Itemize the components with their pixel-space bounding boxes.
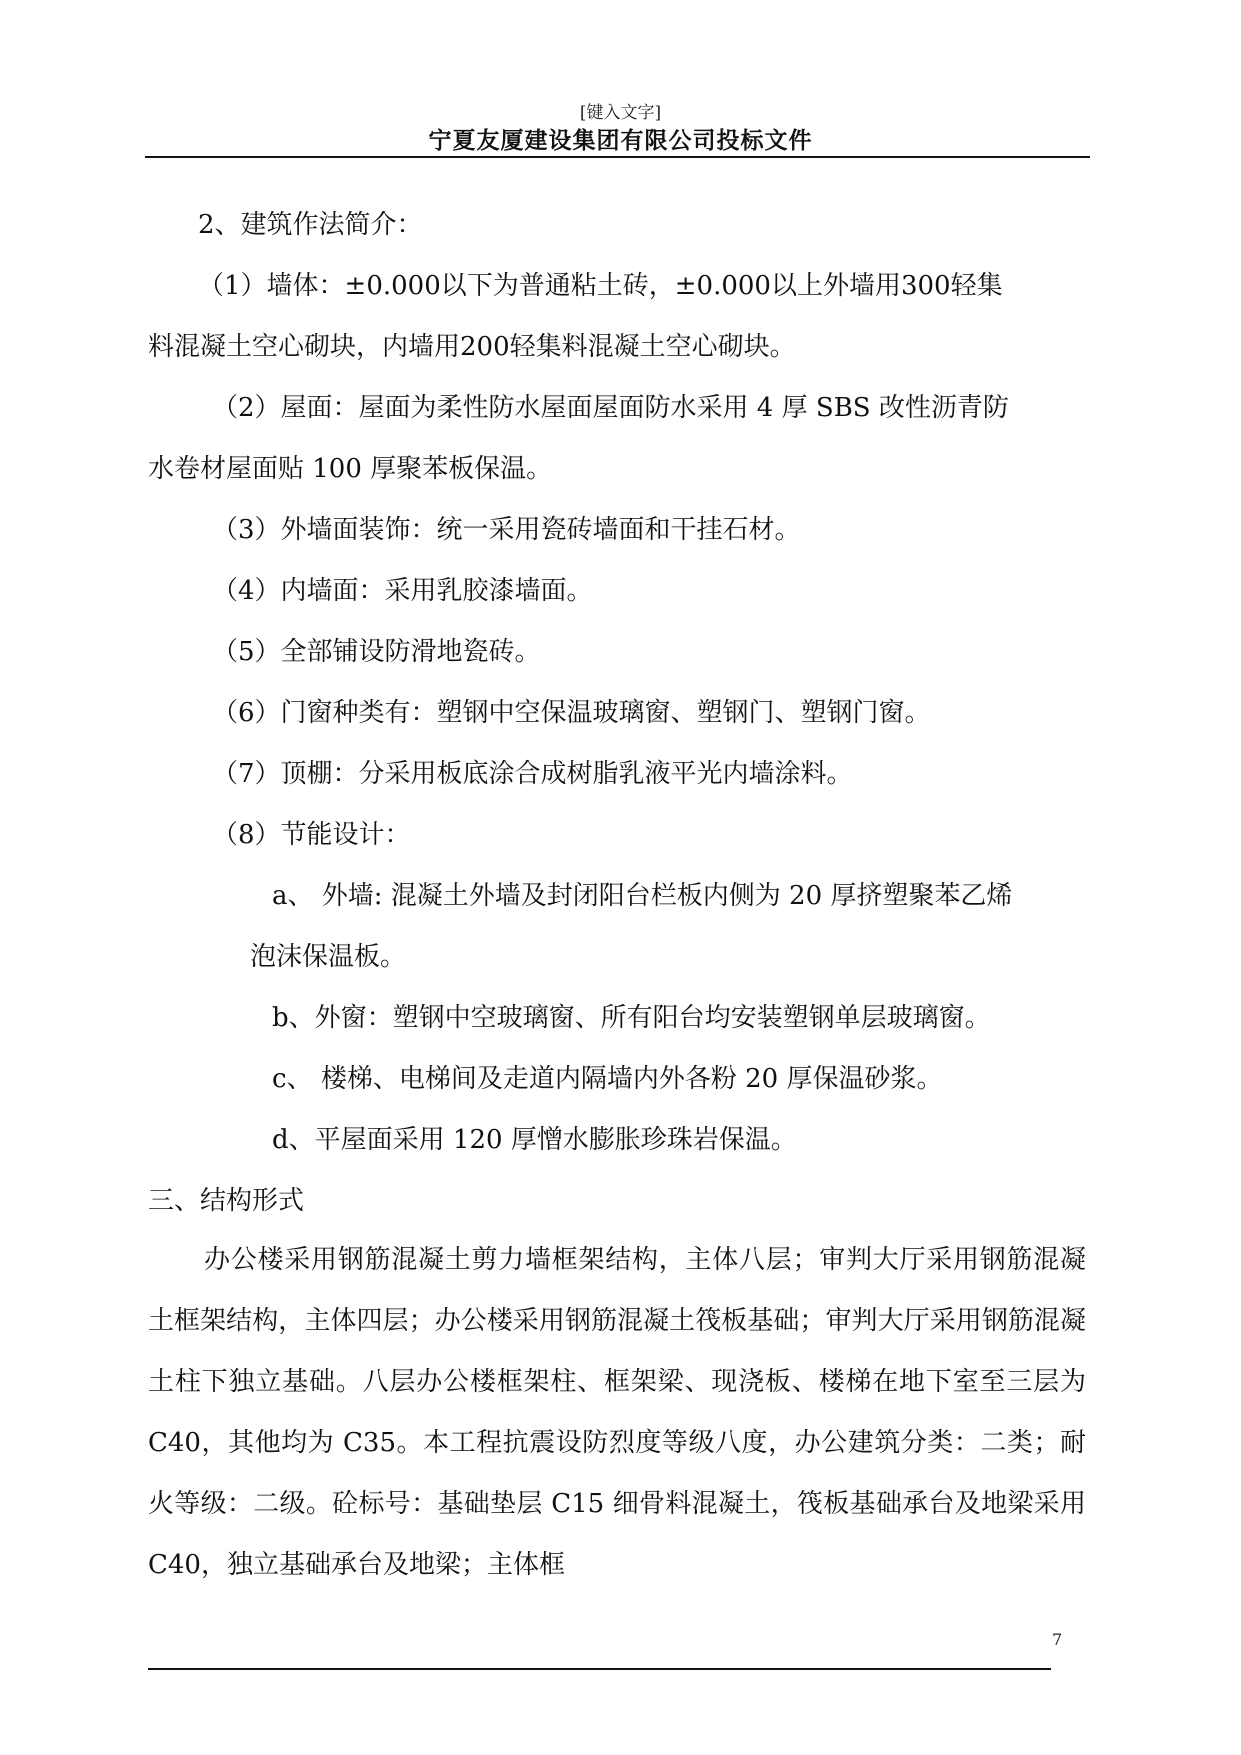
item-wall-line-2: 料混凝土空心砌块，内墙用200轻集料混凝土空心砌块。 [148, 332, 796, 362]
structure-heading: 三、结构形式 [148, 1186, 305, 1216]
structure-paragraph: 办公楼采用钢筋混凝土剪力墙框架结构，主体八层；审判大厅采用钢筋混凝土框架结构，主体四层；办公楼采用钢筋混凝土筏板基础；审判大厅采用钢筋混凝土柱下独立基础。八层办公楼框架柱、框架梁、现浇板、楼梯在地下室至三层为 C40，其他均为 C35。本工程抗震设防烈度等级八度，办公建筑分类：二类；耐火等级：二级。砼标号：基础垫层 C15 细骨料混凝土，筏板基础承台及地梁采用 C40，独立基础承台及地梁；主体框 [148, 1245, 1086, 1580]
section-heading: 2、建筑作法简介： [198, 210, 423, 240]
energy-b: b、外窗：塑钢中空玻璃窗、所有阳台均安装塑钢单层玻璃窗。 [272, 1003, 991, 1033]
item-ceiling: （7）顶棚：分采用板底涂合成树脂乳液平光内墙涂料。 [212, 759, 853, 789]
item-roof-line-2: 水卷材屋面贴 100 厚聚苯板保温。 [148, 454, 553, 484]
item-wall-line-1: （1）墙体：±0.000以下为普通粘土砖，±0.000以上外墙用300轻集 [198, 271, 1003, 301]
item-floor: （5）全部铺设防滑地瓷砖。 [212, 637, 541, 667]
page-number: 7 [1052, 1630, 1063, 1649]
header-divider [145, 156, 1090, 158]
header-note: [键入文字] [579, 103, 662, 123]
document-header-title: 宁夏友厦建设集团有限公司投标文件 [428, 127, 813, 154]
energy-c: c、 楼梯、电梯间及走道内隔墙内外各粉 20 厚保温砂浆。 [272, 1064, 943, 1094]
item-interior-wall: （4）内墙面：采用乳胶漆墙面。 [212, 576, 593, 606]
item-doors-windows: （6）门窗种类有：塑钢中空保温玻璃窗、塑钢门、塑钢门窗。 [212, 698, 931, 728]
energy-d: d、平屋面采用 120 厚憎水膨胀珍珠岩保温。 [272, 1125, 797, 1155]
footer-divider [148, 1668, 1051, 1670]
item-energy-design: （8）节能设计： [212, 820, 411, 850]
item-exterior-wall: （3）外墙面装饰：统一采用瓷砖墙面和干挂石材。 [212, 515, 801, 545]
energy-a-line-2: 泡沫保温板。 [250, 942, 407, 972]
item-roof-line-1: （2）屋面：屋面为柔性防水屋面屋面防水采用 4 厚 SBS 改性沥青防 [212, 393, 1009, 423]
page-body [148, 210, 1088, 1596]
energy-a-line-1: a、 外墙: 混凝土外墙及封闭阳台栏板内侧为 20 厚挤塑聚苯乙烯 [272, 881, 1013, 911]
